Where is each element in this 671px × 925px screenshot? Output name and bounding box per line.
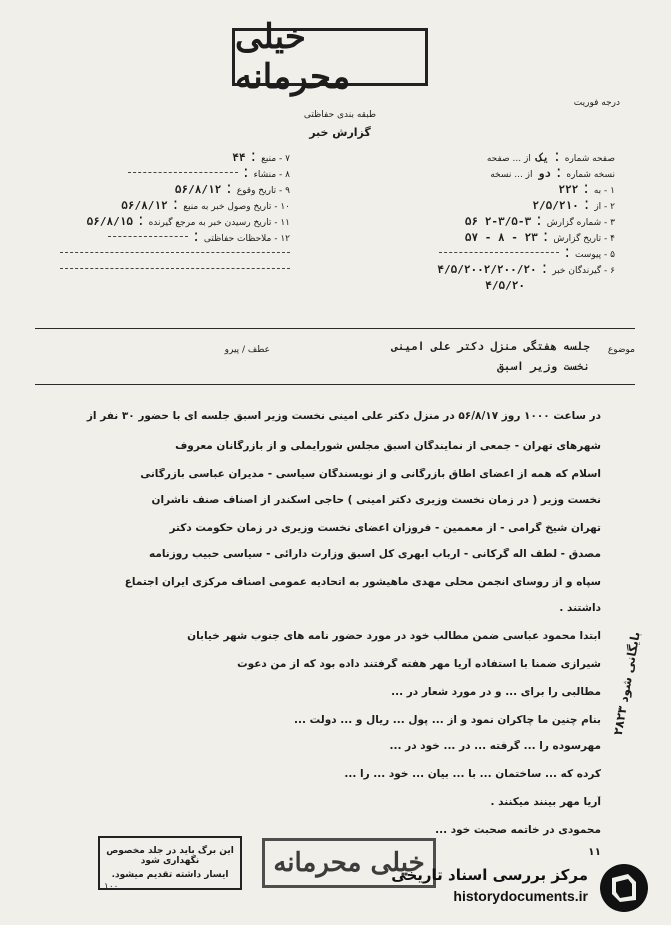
- appendix-label: عطف / پیرو: [224, 345, 270, 355]
- body-line: شیرازی ضمنا با استفاده آریا مهر هفته گرفتند داده بود که از من دعوت: [237, 658, 601, 670]
- body-line: داشتند .: [559, 602, 601, 614]
- field-row: ۴/۵/۲۰: [485, 279, 525, 292]
- footer-number: ۱۰۰: [104, 882, 119, 892]
- watermark-name: مرکز بررسی اسناد تاریخی: [391, 866, 588, 884]
- field-row: ۸ - منشاء :: [40, 162, 290, 178]
- header-divider: [35, 328, 635, 329]
- field-row: نسخه شماره : دو از ... نسخه: [490, 162, 615, 181]
- field-row: [40, 242, 290, 258]
- subject-divider: [35, 384, 635, 385]
- notice-stamp-line-1: این برگ باید در جلد مخصوص نگهداری شود: [106, 846, 234, 866]
- archive-logo-icon: [598, 862, 650, 914]
- watermark-url: historydocuments.ir: [453, 888, 588, 904]
- field-row: [40, 258, 290, 274]
- body-line: کرده که ... ساختمان ... با ... بیان ... خود ... را ...: [344, 768, 601, 780]
- body-line: بنام چنین ما چاکران نمود و از ... پول ... ریال و ... دولت ...: [294, 714, 601, 726]
- body-line: نخست وزیر ( در زمان نخست وزیری دکتر امینی ) حاجی اسکندر از اصناف صنف ناشران: [151, 494, 601, 506]
- body-line: سپاه و از روسای انجمن محلی مهدی ماهیشور به اتحادیه عمومی اصناف مرکزی ایران اجتماع: [124, 576, 601, 588]
- notice-stamp-line-2: ایسار داشته تقدیم میشود.: [111, 870, 229, 880]
- body-line: تهران شیخ گرامی - از معممین - فروزان اعضای نخست وزیری در زمان حکومت دکتر: [169, 522, 601, 534]
- left-fields: [40, 146, 290, 274]
- body-line: ۱۱: [588, 846, 601, 858]
- body-line: محمودی در خاتمه صحبت خود ...: [435, 824, 601, 836]
- field-row: ۴ - تاریخ گزارش : ۲۳ - ۸ - ۵۷: [464, 226, 615, 245]
- body-line: مصدق - لطف اله گرکانی - ارباب ابهری کل اسبق وزارت دارائی - سیاسی حبیب روزنامه: [149, 548, 601, 560]
- field-row: ۹ - تاریخ وقوع : ۵۶/۸/۱۲: [174, 178, 290, 197]
- body-line: مطالبی را برای ... و در مورد شعار در ...: [391, 686, 601, 698]
- report-title: گزارش خبر: [309, 126, 371, 139]
- notice-stamp: [98, 836, 242, 890]
- body-line: مهرسوده را ... گرفته ... در ... خود در ...: [389, 740, 601, 752]
- body-line: در ساعت ۱۰۰۰ روز ۵۶/۸/۱۷ در منزل دکتر علی امینی نخست وزیر اسبق جلسه ای با حضور ۳۰ نفر از: [86, 410, 601, 422]
- field-row: ۵ - پیوست :: [385, 242, 615, 258]
- classification-stamp: خیلی محرمانه: [232, 28, 428, 86]
- body-line: ابتدا محمود عباسی ضمن مطالب خود در مورد حضور نامه های جنوب شهر خیابان: [187, 630, 601, 642]
- field-row: صفحه شماره : یک از ... صفحه: [486, 146, 615, 165]
- field-row: ۱۲ - ملاحظات حفاظتی :: [40, 226, 290, 242]
- subject-line-1: جلسه هفتگی منزل دکتر علی امینی: [391, 340, 590, 353]
- right-fields: [385, 146, 615, 290]
- classification-stamp-bottom: خیلی محرمانه: [262, 838, 436, 888]
- field-row: ۳ - شماره گزارش : ۳-۳/۵-۲ ۵۶: [464, 210, 615, 229]
- field-row: ۷ - منبع : ۴۴: [232, 146, 290, 165]
- urgency-label: درجه فوریت: [573, 98, 620, 108]
- body-line: اسلام که همه از اعضای اطاق بازرگانی و از نویسندگان سیاسی - مدیران عباسی بازرگانی: [140, 468, 601, 480]
- margin-handwritten-note: بایگانی شود ۲۸۲۳: [610, 630, 643, 737]
- classification-level-label: طبقه بندی حفاظتی: [303, 110, 377, 120]
- body-line: آریا مهر بینند میکنند .: [490, 796, 601, 808]
- field-row: ۱۰ - تاریخ وصول خبر به منبع : ۵۶/۸/۱۲: [121, 194, 290, 213]
- field-row: ۱۱ - تاریخ رسیدن خبر به مرجع گیرنده : ۵۶/۸/۱۵: [86, 210, 290, 229]
- body-line: شهرهای تهران - جمعی از نمایندگان اسبق مجلس شورایملی و از بازرگانان معروف: [175, 440, 601, 452]
- field-row: ۲ - از : ۲/۵/۲۱۰: [532, 194, 615, 213]
- subject-line-2: نخست وزیر اسبق: [497, 360, 590, 373]
- field-row: ۶ - گیرندگان خبر : ۴/۵/۲۰۰۲/۲۰۰/۲۰: [437, 258, 615, 277]
- subject-label: موضوع: [607, 345, 635, 355]
- field-row: ۱ - به : ۲۲۲: [558, 178, 615, 197]
